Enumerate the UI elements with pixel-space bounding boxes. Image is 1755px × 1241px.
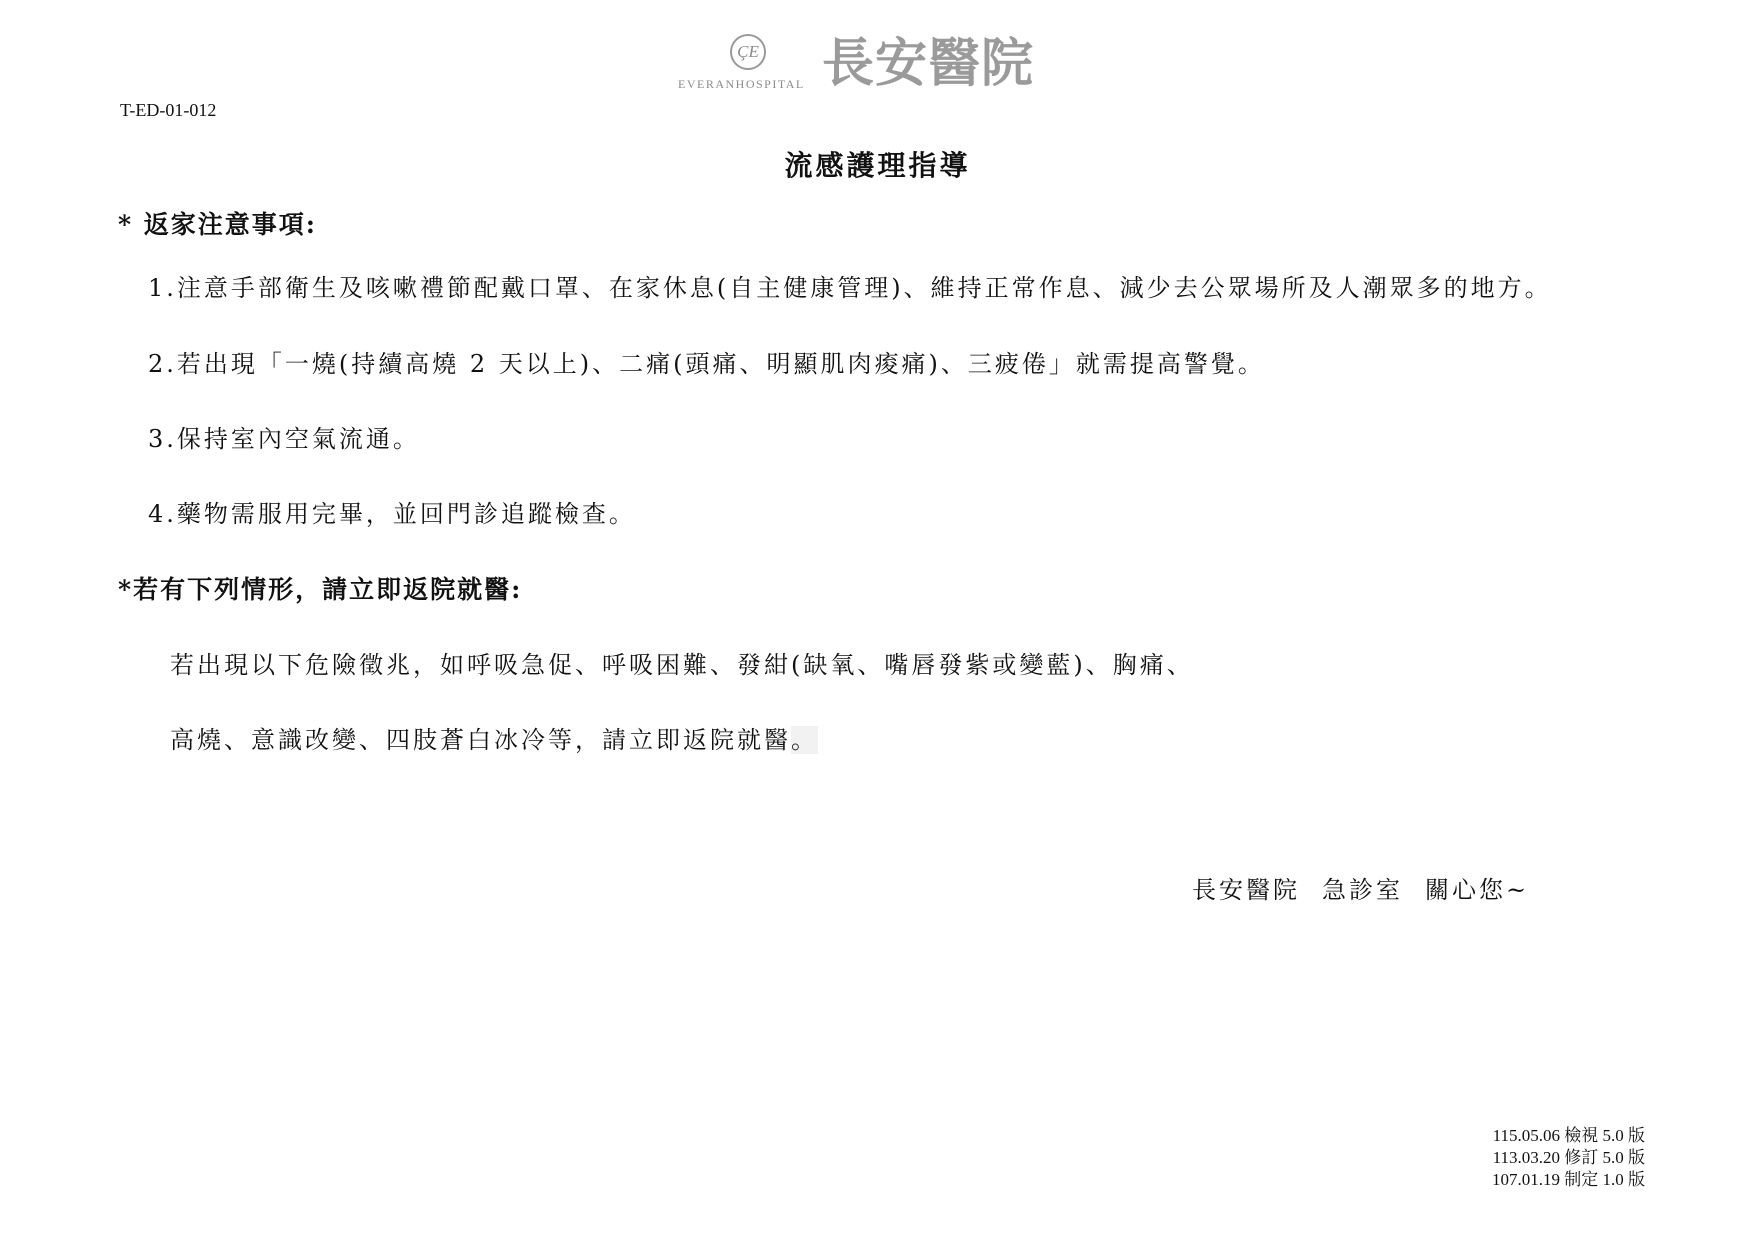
danger-signs-line-2-end: 。 [791, 726, 818, 754]
home-care-item-1: 1.注意手部衛生及咳嗽禮節配戴口罩、在家休息(自主健康管理)、維持正常作息、減少去公眾場所及人潮眾多的地方。 [148, 274, 1552, 302]
version-entry: 107.01.19 制定 1.0 版 [1492, 1170, 1645, 1189]
document-code: T-ED-01-012 [120, 100, 217, 120]
signoff-department: 急診室 [1322, 876, 1403, 904]
danger-signs-line-2 [170, 720, 818, 755]
danger-signs-line-1: 若出現以下危險徵兆，如呼吸急促、呼吸困難、發紺(缺氧、嘴唇發紫或變藍)、胸痛、 [170, 651, 1194, 679]
logo-chinese-name: 長安醫院 [822, 34, 1035, 94]
home-care-item-3: 3.保持室內空氣流通。 [148, 425, 420, 453]
home-care-item-4: 4.藥物需服用完畢，並回門診追蹤檢查。 [148, 500, 636, 528]
home-care-item-2: 2.若出現「一燒(持續高燒 2 天以上)、二痛(頭痛、明顯肌肉痠痛)、三疲倦」就需提高警覺。 [148, 350, 1265, 378]
hospital-logo [678, 30, 1078, 100]
return-to-hospital-heading: *若有下列情形，請立即返院就醫: [118, 575, 523, 604]
hospital-emblem-icon: ÇE [730, 34, 766, 70]
danger-signs-line-2-text: 高燒、意識改變、四肢蒼白冰冷等，請立即返院就醫 [170, 726, 791, 754]
version-history [1492, 1125, 1645, 1191]
signoff [1192, 870, 1529, 905]
signoff-message: 關心您~ [1425, 876, 1530, 904]
version-entry: 113.03.20 修訂 5.0 版 [1492, 1148, 1645, 1167]
logo-english-name: EVERANHOSPITAL [678, 77, 805, 91]
home-care-heading: * 返家注意事項: [118, 210, 318, 239]
version-entry: 115.05.06 檢視 5.0 版 [1492, 1126, 1645, 1145]
signoff-hospital: 長安醫院 [1192, 876, 1300, 904]
page-title: 流感護理指導 [784, 149, 971, 182]
